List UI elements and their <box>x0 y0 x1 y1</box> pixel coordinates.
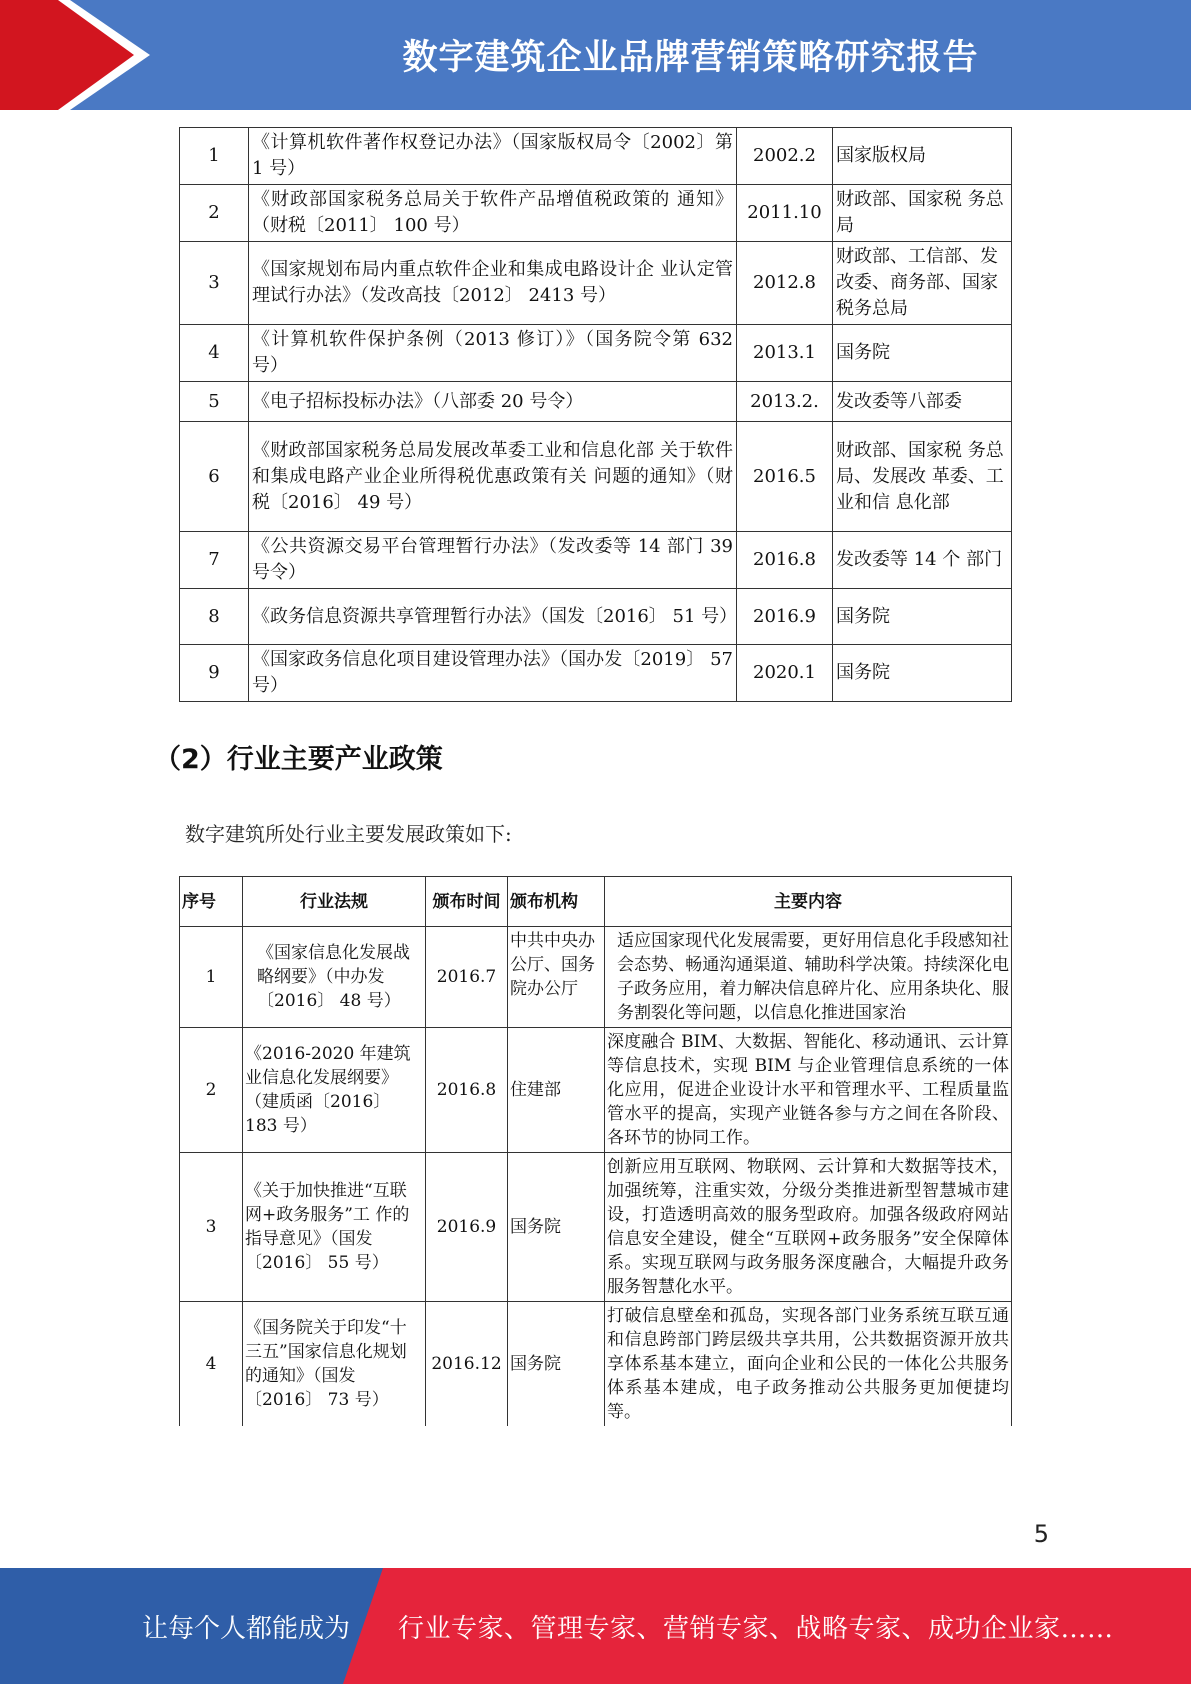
header-title: 数字建筑企业品牌营销策略研究报告 <box>402 38 979 78</box>
row-number: 4 <box>180 325 249 382</box>
policy-org: 国务院 <box>833 645 1012 702</box>
row-number: 9 <box>180 645 249 702</box>
policy-name: 《政务信息资源共享管理暂行办法》（国发〔2016〕 51 号） <box>249 589 737 645</box>
policy-date: 2020.1 <box>737 645 833 702</box>
industry-policy-table <box>179 876 1012 1426</box>
row-number: 1 <box>180 927 243 1028</box>
header-law: 行业法规 <box>243 877 426 927</box>
table-row <box>180 927 1012 1028</box>
row-number: 2 <box>180 1028 243 1153</box>
law-name: 《国家信息化发展战略纲要》（中办发〔2016〕 48 号） <box>243 927 426 1028</box>
law-org: 住建部 <box>508 1028 605 1153</box>
header-date: 颁布时间 <box>426 877 508 927</box>
law-content: 打破信息壁垒和孤岛，实现各部门业务系统互联互通和信息跨部门跨层级共享共用，公共数据资源开放共享体系基本建立，面向企业和公民的一体化公共服务体系基本建成，电子政务推动公共服务更加便捷均等。 <box>605 1302 1012 1427</box>
law-name: 《国务院关于印发“十三五”国家信息化规划的通知》（国发〔2016〕 73 号） <box>243 1302 426 1427</box>
policy-org: 发改委等 14 个 部门 <box>833 532 1012 589</box>
policy-org: 国务院 <box>833 589 1012 645</box>
policy-name: 《国家规划布局内重点软件企业和集成电路设计企 业认定管理试行办法》（发改高技〔2012〕 2413 号） <box>249 242 737 325</box>
policy-name: 《国家政务信息化项目建设管理办法》（国办发〔2019〕 57 号） <box>249 645 737 702</box>
table-row <box>180 532 1012 589</box>
policy-date: 2002.2 <box>737 128 833 185</box>
table-row <box>180 422 1012 532</box>
table-row <box>180 242 1012 325</box>
policy-date: 2013.1 <box>737 325 833 382</box>
table-row <box>180 645 1012 702</box>
header-arrow-decoration <box>0 0 150 110</box>
header-content: 主要内容 <box>605 877 1012 927</box>
law-content: 适应国家现代化发展需要，更好用信息化手段感知社会态势、畅通沟通渠道、辅助科学决策。持续深化电子政务应用，着力解决信息碎片化、应用条块化、服务割裂化等问题，以信息化推进国家治 <box>605 927 1012 1028</box>
table-header-row <box>180 877 1012 927</box>
table-row <box>180 325 1012 382</box>
policy-org: 国家版权局 <box>833 128 1012 185</box>
row-number: 3 <box>180 242 249 325</box>
page-number: 5 <box>1033 1520 1049 1548</box>
policy-name: 《财政部国家税务总局发展改革委工业和信息化部 关于软件和集成电路产业企业所得税优惠政策有关 问题的通知》（财税〔2016〕 49 号） <box>249 422 737 532</box>
table-row <box>180 1153 1012 1302</box>
policy-date: 2016.5 <box>737 422 833 532</box>
policy-date: 2013.2. <box>737 382 833 422</box>
header-org: 颁布机构 <box>508 877 605 927</box>
footer-slogan-right: 行业专家、管理专家、营销专家、战略专家、成功企业家…… <box>398 1613 1114 1644</box>
row-number: 6 <box>180 422 249 532</box>
policy-name: 《计算机软件保护条例（2013 修订）》（国务院令第 632 号） <box>249 325 737 382</box>
policy-name: 《财政部国家税务总局关于软件产品增值税政策的 通知》（财税〔2011〕 100 号） <box>249 185 737 242</box>
header-no: 序号 <box>180 877 243 927</box>
policy-org: 发改委等八部委 <box>833 382 1012 422</box>
law-date: 2016.12 <box>426 1302 508 1427</box>
policy-name: 《计算机软件著作权登记办法》（国家版权局令〔2002〕第 1 号） <box>249 128 737 185</box>
law-name: 《2016-2020 年建筑 业信息化发展纲要》（建质函〔2016〕 183 号） <box>243 1028 426 1153</box>
table-row <box>180 589 1012 645</box>
law-date: 2016.7 <box>426 927 508 1028</box>
law-date: 2016.8 <box>426 1028 508 1153</box>
policy-org: 国务院 <box>833 325 1012 382</box>
policy-date: 2011.10 <box>737 185 833 242</box>
policy-name: 《公共资源交易平台管理暂行办法》（发改委等 14 部门 39 号令） <box>249 532 737 589</box>
law-name: 《关于加快推进“互联网+政务服务”工 作的指导意见》（国发〔2016〕 55 号） <box>243 1153 426 1302</box>
policy-name: 《电子招标投标办法》（八部委 20 号令） <box>249 382 737 422</box>
policy-date: 2016.9 <box>737 589 833 645</box>
row-number: 7 <box>180 532 249 589</box>
row-number: 4 <box>180 1302 243 1427</box>
table-row <box>180 128 1012 185</box>
policy-org: 财政部、国家税 务总局 <box>833 185 1012 242</box>
section-intro: 数字建筑所处行业主要发展政策如下: <box>185 822 512 846</box>
policy-date: 2016.8 <box>737 532 833 589</box>
table-row <box>180 185 1012 242</box>
footer-slogan-left: 让每个人都能成为 <box>142 1613 351 1644</box>
row-number: 8 <box>180 589 249 645</box>
policy-org: 财政部、工信部、发改委、商务部、国家税务总局 <box>833 242 1012 325</box>
law-org: 国务院 <box>508 1302 605 1427</box>
section-heading: （2）行业主要产业政策 <box>154 744 443 775</box>
policy-org: 财政部、国家税 务总局、发展改 革委、工业和信 息化部 <box>833 422 1012 532</box>
law-org: 中共中央办公厅、国务院办公厅 <box>508 927 605 1028</box>
page-header <box>0 0 1191 110</box>
law-date: 2016.9 <box>426 1153 508 1302</box>
row-number: 5 <box>180 382 249 422</box>
software-policy-table <box>179 127 1012 702</box>
table-row <box>180 1028 1012 1153</box>
table-row <box>180 382 1012 422</box>
table-row <box>180 1302 1012 1427</box>
row-number: 3 <box>180 1153 243 1302</box>
row-number: 1 <box>180 128 249 185</box>
law-content: 深度融合 BIM、大数据、智能化、移动通讯、云计算等信息技术，实现 BIM 与企业管理信息系统的一体化应用，促进企业设计水平和管理水平、工程质量监管水平的提高，实现产业链各参与方之间在各阶段、各环节的协同工作。 <box>605 1028 1012 1153</box>
policy-date: 2012.8 <box>737 242 833 325</box>
law-content: 创新应用互联网、物联网、云计算和大数据等技术，加强统筹，注重实效，分级分类推进新型智慧城市建设，打造透明高效的服务型政府。加强各级政府网站信息安全建设，健全“互联网+政务服务”安全保障体系。实现互联网与政务服务深度融合，大幅提升政务服务智慧化水平。 <box>605 1153 1012 1302</box>
law-org: 国务院 <box>508 1153 605 1302</box>
row-number: 2 <box>180 185 249 242</box>
page-footer <box>0 1568 1191 1684</box>
